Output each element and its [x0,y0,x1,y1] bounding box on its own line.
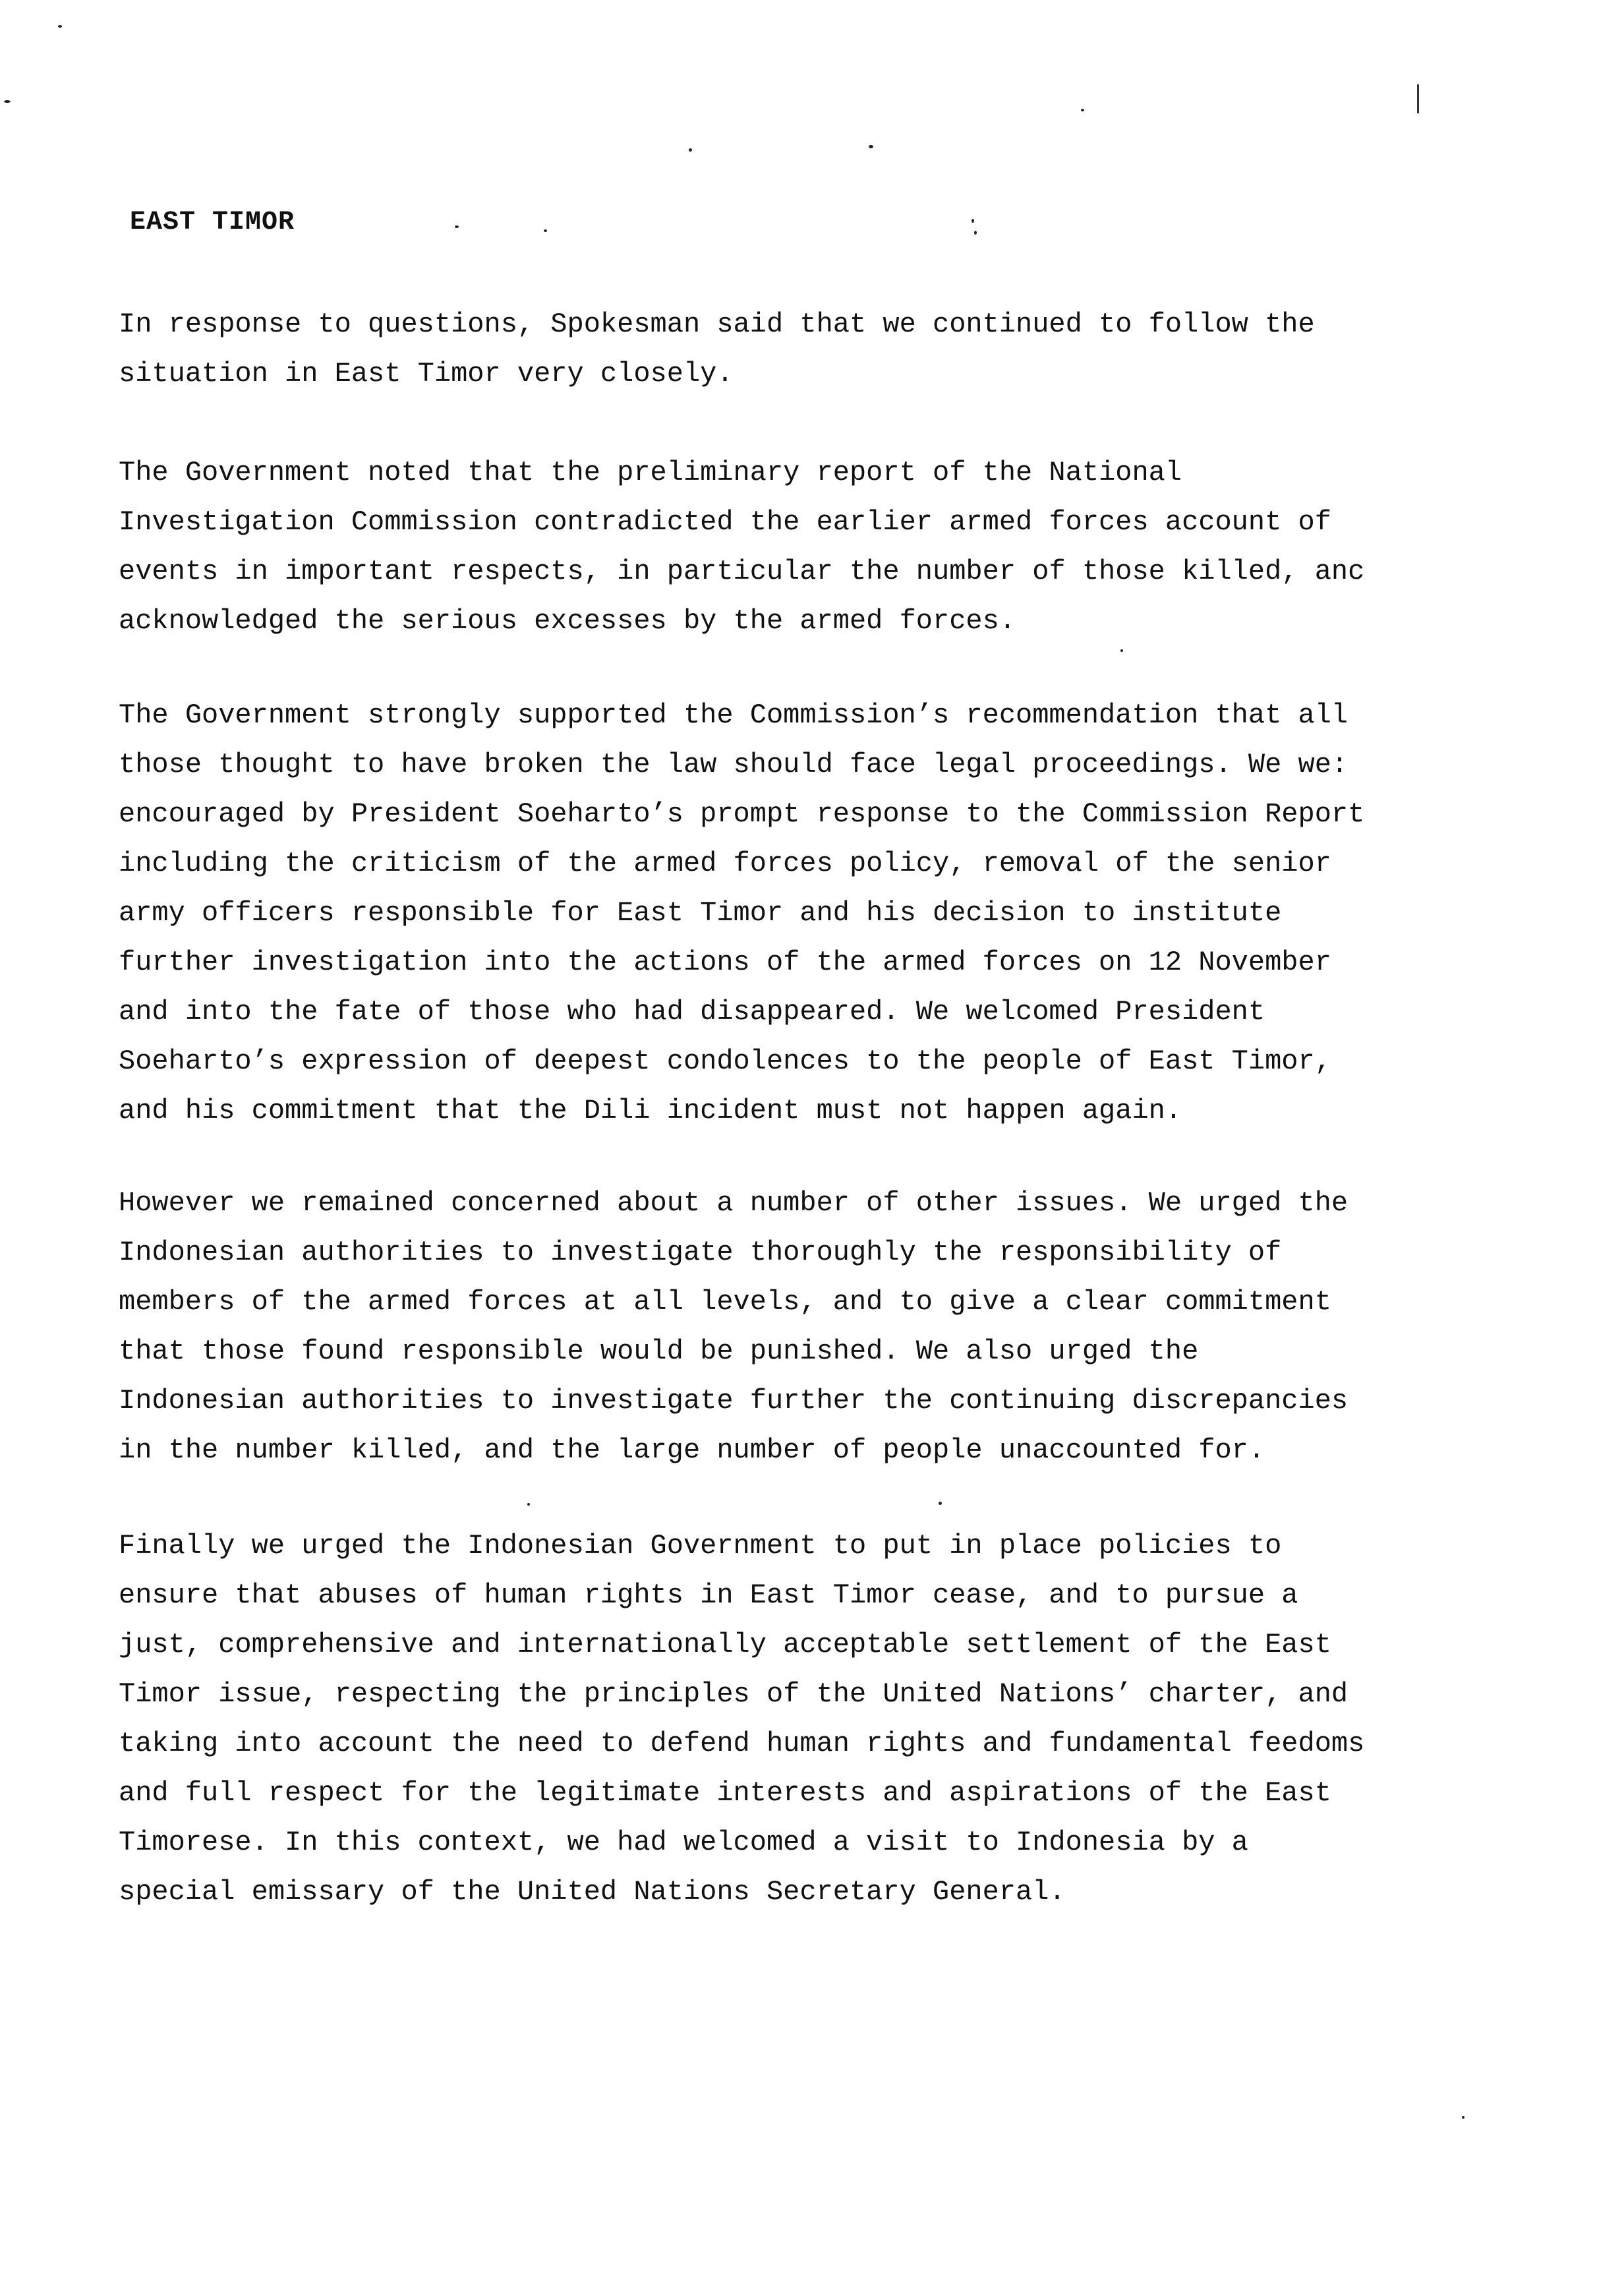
paragraph-line: taking into account the need to defend human rights and fundamental feedoms [119,1728,1365,1759]
scan-speck [1462,2116,1464,2119]
scan-speck [527,1503,530,1506]
scan-speck [1081,109,1084,111]
scan-speck [939,1502,942,1505]
paragraph-4 [119,1179,1595,1475]
paragraph-line: further investigation into the actions of the armed forces on 12 November [119,947,1331,978]
scan-speck [4,100,11,103]
paragraph-line: special emissary of the United Nations Secretary General. [119,1876,1066,1908]
scan-speck [974,231,977,235]
paragraph-line: acknowledged the serious excesses by the armed forces. [119,605,1016,637]
paragraph-line: ensure that abuses of human rights in East Timor cease, and to pursue a [119,1579,1298,1611]
paragraph-2 [119,448,1595,646]
paragraph-line: Indonesian authorities to investigate further the continuing discrepancies [119,1385,1348,1417]
paragraph-line: including the criticism of the armed forces policy, removal of the senior [119,848,1331,879]
paragraph-line: just, comprehensive and internationally acceptable settlement of the East [119,1629,1331,1661]
paragraph-line: The Government noted that the preliminary report of the National [119,457,1182,488]
paragraph-line: those thought to have broken the law should face legal proceedings. We we: [119,749,1348,780]
paragraph-line: events in important respects, in particular the number of those killed, anc [119,556,1365,587]
paragraph-line: situation in East Timor very closely. [119,358,734,390]
paragraph-line: and full respect for the legitimate interests and aspirations of the East [119,1777,1331,1809]
paragraph-line: members of the armed forces at all levels, and to give a clear commitment [119,1286,1331,1318]
scan-mark [1417,84,1419,113]
scan-speck [972,219,974,223]
scan-speck [455,225,459,228]
paragraph-line: and into the fate of those who had disappeared. We welcomed President [119,996,1265,1028]
paragraph-5 [119,1521,1595,1917]
paragraph-3 [119,691,1595,1136]
scan-speck [869,145,873,148]
paragraph-line: However we remained concerned about a number of other issues. We urged the [119,1187,1348,1219]
paragraph-line: In response to questions, Spokesman said that we continued to follow the [119,309,1315,340]
document-heading: EAST TIMOR [130,208,295,237]
paragraph-line: Indonesian authorities to investigate thoroughly the responsibility of [119,1237,1282,1268]
paragraph-line: Soeharto’s expression of deepest condolences to the people of East Timor, [119,1045,1331,1077]
paragraph-line: Investigation Commission contradicted the earlier armed forces account of [119,506,1331,538]
scan-speck [689,148,692,152]
scan-speck [544,229,547,232]
paragraph-line: in the number killed, and the large number of people unaccounted for. [119,1434,1265,1466]
paragraph-line: and his commitment that the Dili incident must not happen again. [119,1095,1182,1127]
paragraph-line: Timorese. In this context, we had welcomed a visit to Indonesia by a [119,1827,1248,1858]
paragraph-line: The Government strongly supported the Commission’s recommendation that all [119,699,1348,731]
paragraph-line: army officers responsible for East Timor and his decision to institute [119,897,1282,929]
scan-speck [1120,649,1123,652]
paragraph-line: encouraged by President Soeharto’s prompt response to the Commission Report [119,798,1365,830]
paragraph-line: that those found responsible would be punished. We also urged the [119,1336,1199,1367]
paragraph-1 [119,300,1595,399]
scan-speck [58,25,62,28]
paragraph-line: Finally we urged the Indonesian Government to put in place policies to [119,1530,1282,1562]
paragraph-line: Timor issue, respecting the principles of the United Nations’ charter, and [119,1678,1348,1710]
